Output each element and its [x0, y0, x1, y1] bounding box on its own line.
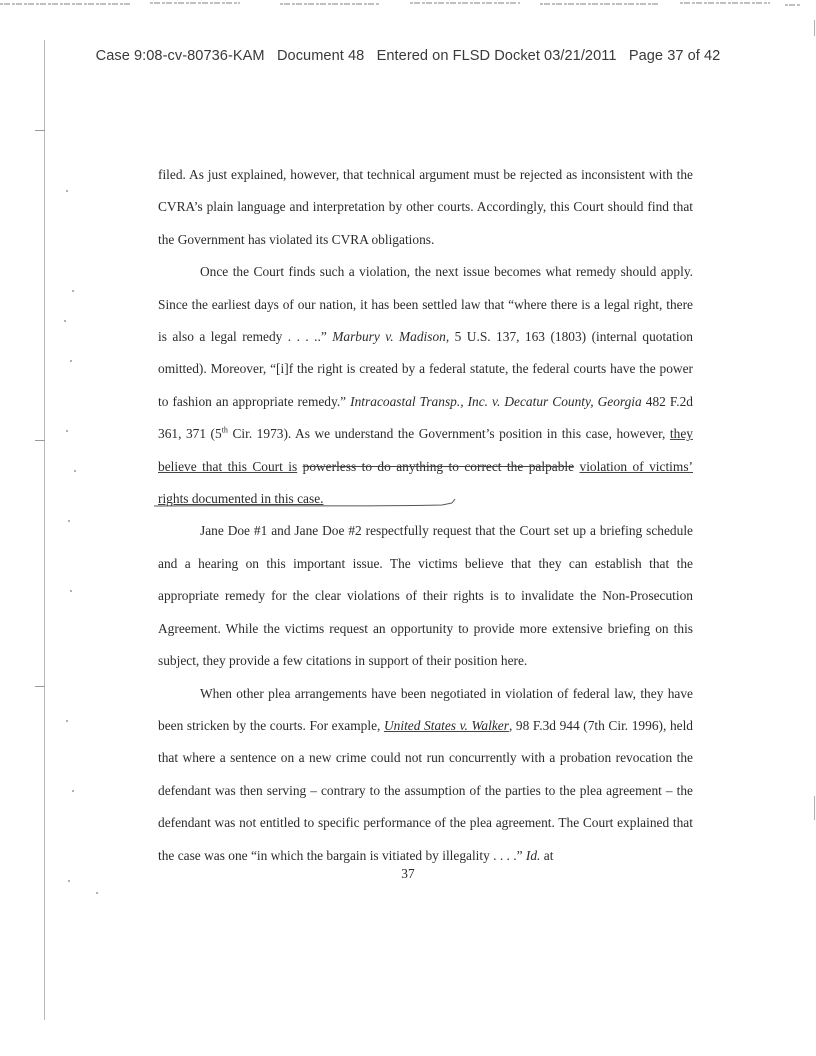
text-line: Once the Court finds such a violation, the next issue becomes what remedy should apply. — [200, 264, 693, 280]
text-line: Agreement. While the victims request an opportunity to provide more extensive briefing on this — [158, 620, 693, 636]
case-citation: United States v. Walker — [383, 717, 509, 733]
page-number: 37 — [401, 866, 415, 881]
text-line: , 98 F.3d 944 (7th Cir. 1996), — [508, 717, 667, 733]
scan-noise-top — [0, 0, 816, 10]
case-citation: Georgia — [597, 393, 642, 409]
text-line: find that the Government has violated its CVRA obligations. — [158, 199, 693, 247]
body-text — [158, 159, 693, 872]
scan-speck — [68, 520, 70, 522]
docket-header: Case 9:08-cv-80736-KAM Document 48 Entered on FLSD Docket 03/21/2011 Page 37 of 42 — [95, 48, 721, 64]
scan-speck — [66, 720, 68, 722]
text-line: Jane Doe #1 and Jane Doe #2 respectfully request that the Court set up a briefing — [200, 523, 643, 539]
text-line: case, however, — [585, 426, 666, 442]
scan-mark — [35, 686, 45, 687]
scan-mark — [814, 20, 815, 36]
case-citation: Id. — [525, 847, 541, 863]
text-line: held that where a sentence on a new crime could not run concurrently with a probation — [158, 717, 693, 766]
case-citation: Intracoastal Transp., Inc. v. Decatur County, — [350, 393, 594, 409]
text-line: been stricken by the courts. For example, — [158, 717, 381, 733]
text-line: 5 U.S. 137, 163 (1803) (internal — [454, 329, 637, 345]
scan-mark — [35, 440, 45, 441]
paragraph — [158, 159, 693, 256]
text-line: at — [543, 847, 554, 863]
text-line: there is also a legal remedy . . . ..” — [158, 296, 693, 345]
text-line: filed. As just explained, however, that technical argument must be rejected as inconsistent with — [158, 167, 673, 182]
text-line: schedule and a hearing on this important issue. The victims believe that they can establish that — [158, 523, 693, 571]
text-line: Cir. 1973). As we understand the Government’s position in this — [232, 426, 582, 442]
text-line: 482 F.2d 361, 371 (5 — [158, 393, 693, 442]
struck-text: powerless to do anything to correct the palpable — [302, 458, 575, 474]
text-line: When other plea arrangements have been negotiated in violation of federal law, they have — [200, 685, 693, 701]
text-line: revocation the defendant was then serving – contrary to the assumption of the parties to the plea — [158, 750, 693, 798]
scan-mark — [35, 130, 45, 131]
scan-speck — [70, 360, 72, 362]
superscript: th — [221, 425, 228, 435]
scan-mark — [814, 796, 815, 820]
text-line: subject, they provide a few citations in support of their position here. — [158, 653, 528, 669]
text-line: the CVRA’s plain language and interpretation by other courts. Accordingly, this Court should — [158, 167, 693, 215]
paragraph — [158, 515, 693, 677]
text-line: Since the earliest days of our nation, it has been settled law that “where there is a legal right, — [158, 296, 663, 312]
scan-speck — [66, 430, 68, 432]
case-citation: Marbury v. Madison, — [332, 329, 450, 345]
underlined-text: violation of victims’ rights documented in this case. — [158, 458, 693, 507]
scan-speck — [72, 290, 74, 292]
paragraph — [158, 256, 693, 515]
paragraph — [158, 678, 693, 872]
scan-speck — [70, 590, 72, 592]
scan-speck — [64, 320, 66, 322]
text-line: the appropriate remedy for the clear violations of their rights is to invalidate the Non-Prosecution — [158, 555, 693, 604]
scan-speck — [96, 892, 98, 894]
text-line: have the power to fashion an appropriate remedy.” — [158, 361, 693, 409]
text-line: agreement – the defendant was not entitled to specific performance of the plea agreement. The — [158, 782, 693, 831]
handwritten-underline — [152, 497, 472, 511]
scan-speck — [74, 470, 76, 472]
text-line: Court explained that the case was one “in which the bargain is vitiated by illegality . . . .” — [158, 815, 693, 863]
underlined-text: they believe that this Court is — [158, 426, 693, 474]
scan-speck — [72, 790, 74, 792]
scan-speck — [66, 190, 68, 192]
text-line: quotation omitted). Moreover, “[i]f the right is created by a federal statute, the federal courts — [158, 329, 693, 377]
